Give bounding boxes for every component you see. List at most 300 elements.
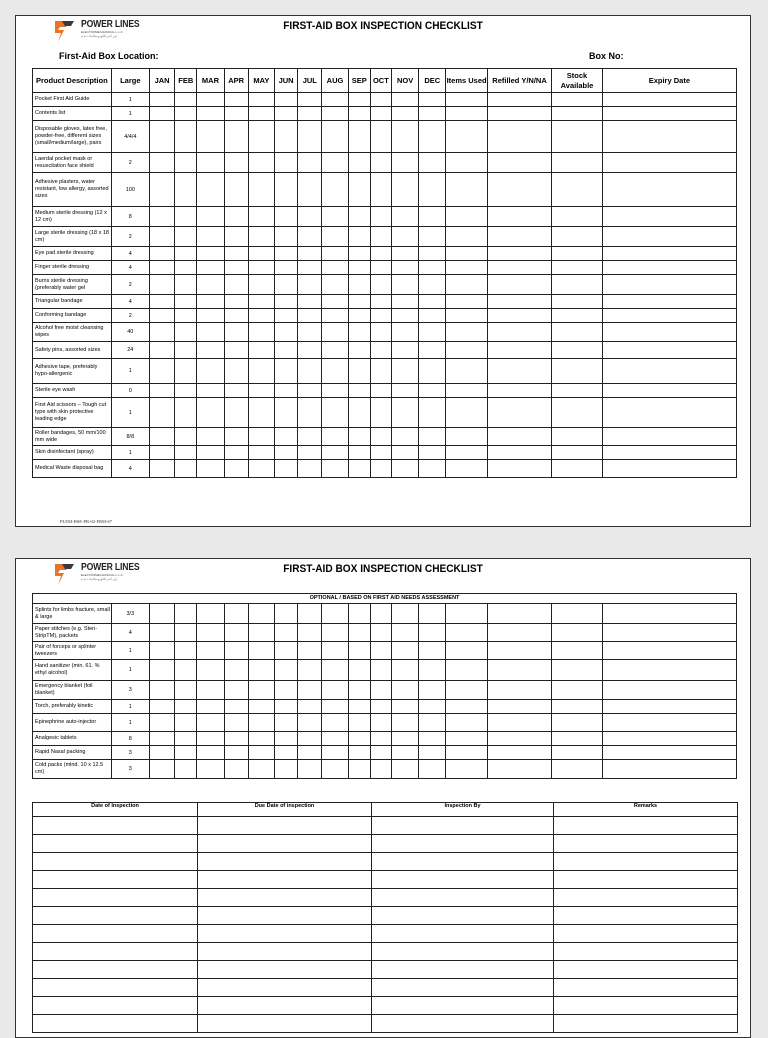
entry-cell[interactable]	[446, 428, 487, 446]
entry-cell[interactable]	[322, 342, 348, 359]
entry-cell[interactable]	[552, 342, 602, 359]
entry-cell[interactable]	[419, 398, 446, 428]
entry-cell[interactable]	[602, 173, 736, 207]
entry-cell[interactable]	[446, 660, 487, 681]
entry-cell[interactable]	[322, 93, 348, 107]
entry-cell[interactable]	[552, 107, 602, 121]
entry-cell[interactable]	[248, 460, 274, 478]
entry-cell[interactable]	[348, 107, 370, 121]
entry-cell[interactable]	[248, 660, 274, 681]
entry-cell[interactable]	[602, 642, 736, 660]
entry-cell[interactable]	[552, 460, 602, 478]
entry-cell[interactable]	[248, 121, 274, 153]
entry-cell[interactable]	[419, 359, 446, 384]
entry-cell[interactable]	[370, 359, 391, 384]
entry-cell[interactable]	[275, 173, 298, 207]
entry-cell[interactable]	[552, 714, 602, 732]
entry-cell[interactable]	[149, 760, 174, 779]
entry-cell[interactable]	[197, 732, 224, 746]
entry-cell[interactable]	[175, 760, 197, 779]
entry-cell[interactable]	[487, 342, 552, 359]
entry-cell[interactable]	[248, 604, 274, 624]
inspection-log-cell[interactable]	[198, 907, 372, 925]
entry-cell[interactable]	[322, 207, 348, 227]
entry-cell[interactable]	[298, 446, 322, 460]
inspection-log-cell[interactable]	[372, 943, 554, 961]
entry-cell[interactable]	[487, 700, 552, 714]
entry-cell[interactable]	[322, 107, 348, 121]
entry-cell[interactable]	[175, 173, 197, 207]
entry-cell[interactable]	[370, 604, 391, 624]
entry-cell[interactable]	[248, 173, 274, 207]
inspection-log-cell[interactable]	[554, 979, 738, 997]
entry-cell[interactable]	[275, 384, 298, 398]
entry-cell[interactable]	[149, 121, 174, 153]
entry-cell[interactable]	[175, 295, 197, 309]
entry-cell[interactable]	[149, 398, 174, 428]
entry-cell[interactable]	[348, 428, 370, 446]
inspection-log-cell[interactable]	[198, 817, 372, 835]
inspection-log-cell[interactable]	[33, 961, 198, 979]
entry-cell[interactable]	[322, 446, 348, 460]
entry-cell[interactable]	[552, 732, 602, 746]
entry-cell[interactable]	[149, 261, 174, 275]
entry-cell[interactable]	[419, 384, 446, 398]
inspection-log-cell[interactable]	[372, 997, 554, 1015]
entry-cell[interactable]	[552, 384, 602, 398]
entry-cell[interactable]	[419, 153, 446, 173]
entry-cell[interactable]	[602, 153, 736, 173]
entry-cell[interactable]	[149, 700, 174, 714]
inspection-log-cell[interactable]	[198, 979, 372, 997]
entry-cell[interactable]	[602, 342, 736, 359]
entry-cell[interactable]	[391, 359, 418, 384]
entry-cell[interactable]	[149, 746, 174, 760]
inspection-log-cell[interactable]	[198, 871, 372, 889]
entry-cell[interactable]	[322, 642, 348, 660]
entry-cell[interactable]	[298, 323, 322, 342]
entry-cell[interactable]	[322, 760, 348, 779]
entry-cell[interactable]	[419, 207, 446, 227]
entry-cell[interactable]	[446, 604, 487, 624]
entry-cell[interactable]	[487, 642, 552, 660]
entry-cell[interactable]	[419, 746, 446, 760]
entry-cell[interactable]	[274, 624, 297, 642]
entry-cell[interactable]	[419, 309, 446, 323]
entry-cell[interactable]	[348, 121, 370, 153]
entry-cell[interactable]	[248, 93, 274, 107]
inspection-log-cell[interactable]	[554, 943, 738, 961]
inspection-log-cell[interactable]	[33, 871, 198, 889]
entry-cell[interactable]	[149, 714, 174, 732]
entry-cell[interactable]	[370, 309, 391, 323]
inspection-log-cell[interactable]	[33, 853, 198, 871]
entry-cell[interactable]	[175, 275, 197, 295]
entry-cell[interactable]	[197, 428, 224, 446]
entry-cell[interactable]	[248, 261, 274, 275]
entry-cell[interactable]	[602, 227, 736, 247]
entry-cell[interactable]	[348, 309, 370, 323]
entry-cell[interactable]	[197, 173, 224, 207]
entry-cell[interactable]	[487, 732, 552, 746]
entry-cell[interactable]	[322, 700, 348, 714]
entry-cell[interactable]	[149, 446, 174, 460]
entry-cell[interactable]	[391, 107, 418, 121]
entry-cell[interactable]	[370, 323, 391, 342]
entry-cell[interactable]	[487, 295, 552, 309]
entry-cell[interactable]	[149, 604, 174, 624]
entry-cell[interactable]	[487, 121, 552, 153]
entry-cell[interactable]	[248, 323, 274, 342]
entry-cell[interactable]	[298, 153, 322, 173]
inspection-log-cell[interactable]	[198, 961, 372, 979]
entry-cell[interactable]	[197, 604, 224, 624]
entry-cell[interactable]	[419, 460, 446, 478]
entry-cell[interactable]	[224, 642, 248, 660]
entry-cell[interactable]	[419, 247, 446, 261]
entry-cell[interactable]	[149, 681, 174, 700]
entry-cell[interactable]	[552, 295, 602, 309]
entry-cell[interactable]	[322, 247, 348, 261]
entry-cell[interactable]	[602, 384, 736, 398]
inspection-log-cell[interactable]	[554, 817, 738, 835]
entry-cell[interactable]	[175, 732, 197, 746]
entry-cell[interactable]	[322, 173, 348, 207]
entry-cell[interactable]	[298, 746, 322, 760]
entry-cell[interactable]	[175, 323, 197, 342]
entry-cell[interactable]	[275, 121, 298, 153]
entry-cell[interactable]	[552, 604, 602, 624]
entry-cell[interactable]	[175, 398, 197, 428]
entry-cell[interactable]	[370, 714, 391, 732]
entry-cell[interactable]	[391, 295, 418, 309]
entry-cell[interactable]	[224, 107, 248, 121]
entry-cell[interactable]	[348, 295, 370, 309]
entry-cell[interactable]	[298, 207, 322, 227]
entry-cell[interactable]	[552, 121, 602, 153]
entry-cell[interactable]	[248, 714, 274, 732]
inspection-log-cell[interactable]	[372, 925, 554, 943]
inspection-log-cell[interactable]	[33, 907, 198, 925]
inspection-log-cell[interactable]	[554, 871, 738, 889]
entry-cell[interactable]	[391, 714, 418, 732]
entry-cell[interactable]	[602, 295, 736, 309]
entry-cell[interactable]	[298, 247, 322, 261]
entry-cell[interactable]	[248, 107, 274, 121]
inspection-log-cell[interactable]	[372, 817, 554, 835]
entry-cell[interactable]	[446, 732, 487, 746]
entry-cell[interactable]	[298, 261, 322, 275]
entry-cell[interactable]	[175, 359, 197, 384]
entry-cell[interactable]	[391, 746, 418, 760]
entry-cell[interactable]	[602, 323, 736, 342]
entry-cell[interactable]	[552, 760, 602, 779]
entry-cell[interactable]	[175, 121, 197, 153]
entry-cell[interactable]	[175, 446, 197, 460]
entry-cell[interactable]	[602, 714, 736, 732]
entry-cell[interactable]	[602, 681, 736, 700]
entry-cell[interactable]	[175, 681, 197, 700]
entry-cell[interactable]	[348, 398, 370, 428]
entry-cell[interactable]	[602, 428, 736, 446]
entry-cell[interactable]	[602, 760, 736, 779]
entry-cell[interactable]	[552, 309, 602, 323]
entry-cell[interactable]	[322, 398, 348, 428]
entry-cell[interactable]	[487, 446, 552, 460]
entry-cell[interactable]	[348, 700, 370, 714]
entry-cell[interactable]	[322, 261, 348, 275]
entry-cell[interactable]	[248, 275, 274, 295]
entry-cell[interactable]	[274, 604, 297, 624]
entry-cell[interactable]	[298, 732, 322, 746]
entry-cell[interactable]	[370, 295, 391, 309]
entry-cell[interactable]	[446, 173, 487, 207]
entry-cell[interactable]	[298, 714, 322, 732]
entry-cell[interactable]	[602, 604, 736, 624]
entry-cell[interactable]	[348, 714, 370, 732]
entry-cell[interactable]	[274, 714, 297, 732]
entry-cell[interactable]	[391, 323, 418, 342]
entry-cell[interactable]	[224, 295, 248, 309]
entry-cell[interactable]	[552, 153, 602, 173]
entry-cell[interactable]	[175, 107, 197, 121]
entry-cell[interactable]	[197, 207, 224, 227]
entry-cell[interactable]	[391, 760, 418, 779]
entry-cell[interactable]	[370, 275, 391, 295]
entry-cell[interactable]	[487, 323, 552, 342]
entry-cell[interactable]	[602, 700, 736, 714]
entry-cell[interactable]	[224, 746, 248, 760]
entry-cell[interactable]	[149, 624, 174, 642]
entry-cell[interactable]	[275, 359, 298, 384]
entry-cell[interactable]	[370, 107, 391, 121]
entry-cell[interactable]	[175, 460, 197, 478]
entry-cell[interactable]	[322, 121, 348, 153]
entry-cell[interactable]	[391, 660, 418, 681]
entry-cell[interactable]	[322, 732, 348, 746]
entry-cell[interactable]	[391, 173, 418, 207]
entry-cell[interactable]	[224, 359, 248, 384]
entry-cell[interactable]	[602, 107, 736, 121]
entry-cell[interactable]	[248, 384, 274, 398]
entry-cell[interactable]	[175, 384, 197, 398]
entry-cell[interactable]	[391, 642, 418, 660]
entry-cell[interactable]	[446, 681, 487, 700]
entry-cell[interactable]	[197, 660, 224, 681]
entry-cell[interactable]	[552, 681, 602, 700]
entry-cell[interactable]	[224, 446, 248, 460]
entry-cell[interactable]	[149, 153, 174, 173]
entry-cell[interactable]	[446, 93, 487, 107]
entry-cell[interactable]	[602, 247, 736, 261]
entry-cell[interactable]	[322, 384, 348, 398]
entry-cell[interactable]	[149, 642, 174, 660]
entry-cell[interactable]	[602, 398, 736, 428]
entry-cell[interactable]	[224, 681, 248, 700]
inspection-log-cell[interactable]	[198, 925, 372, 943]
entry-cell[interactable]	[274, 732, 297, 746]
entry-cell[interactable]	[275, 323, 298, 342]
entry-cell[interactable]	[348, 460, 370, 478]
entry-cell[interactable]	[552, 398, 602, 428]
entry-cell[interactable]	[149, 359, 174, 384]
entry-cell[interactable]	[275, 93, 298, 107]
entry-cell[interactable]	[197, 275, 224, 295]
entry-cell[interactable]	[446, 247, 487, 261]
entry-cell[interactable]	[348, 681, 370, 700]
entry-cell[interactable]	[446, 746, 487, 760]
entry-cell[interactable]	[370, 681, 391, 700]
entry-cell[interactable]	[224, 309, 248, 323]
entry-cell[interactable]	[446, 384, 487, 398]
entry-cell[interactable]	[197, 247, 224, 261]
entry-cell[interactable]	[391, 681, 418, 700]
entry-cell[interactable]	[391, 428, 418, 446]
entry-cell[interactable]	[487, 207, 552, 227]
entry-cell[interactable]	[348, 275, 370, 295]
inspection-log-cell[interactable]	[198, 835, 372, 853]
entry-cell[interactable]	[298, 173, 322, 207]
entry-cell[interactable]	[348, 323, 370, 342]
entry-cell[interactable]	[602, 746, 736, 760]
entry-cell[interactable]	[248, 700, 274, 714]
entry-cell[interactable]	[224, 604, 248, 624]
entry-cell[interactable]	[322, 624, 348, 642]
entry-cell[interactable]	[487, 660, 552, 681]
entry-cell[interactable]	[602, 261, 736, 275]
entry-cell[interactable]	[419, 107, 446, 121]
entry-cell[interactable]	[370, 746, 391, 760]
entry-cell[interactable]	[446, 309, 487, 323]
entry-cell[interactable]	[391, 261, 418, 275]
entry-cell[interactable]	[391, 460, 418, 478]
entry-cell[interactable]	[446, 227, 487, 247]
entry-cell[interactable]	[391, 398, 418, 428]
entry-cell[interactable]	[322, 227, 348, 247]
entry-cell[interactable]	[298, 275, 322, 295]
entry-cell[interactable]	[298, 93, 322, 107]
entry-cell[interactable]	[419, 700, 446, 714]
entry-cell[interactable]	[322, 660, 348, 681]
entry-cell[interactable]	[370, 173, 391, 207]
entry-cell[interactable]	[348, 261, 370, 275]
entry-cell[interactable]	[298, 121, 322, 153]
entry-cell[interactable]	[224, 153, 248, 173]
entry-cell[interactable]	[419, 760, 446, 779]
entry-cell[interactable]	[370, 460, 391, 478]
entry-cell[interactable]	[370, 227, 391, 247]
entry-cell[interactable]	[224, 121, 248, 153]
entry-cell[interactable]	[419, 93, 446, 107]
entry-cell[interactable]	[322, 275, 348, 295]
entry-cell[interactable]	[419, 342, 446, 359]
entry-cell[interactable]	[197, 681, 224, 700]
entry-cell[interactable]	[487, 460, 552, 478]
entry-cell[interactable]	[298, 384, 322, 398]
entry-cell[interactable]	[275, 261, 298, 275]
entry-cell[interactable]	[274, 660, 297, 681]
entry-cell[interactable]	[370, 384, 391, 398]
entry-cell[interactable]	[370, 446, 391, 460]
entry-cell[interactable]	[224, 384, 248, 398]
entry-cell[interactable]	[370, 261, 391, 275]
entry-cell[interactable]	[446, 153, 487, 173]
entry-cell[interactable]	[175, 714, 197, 732]
entry-cell[interactable]	[446, 460, 487, 478]
entry-cell[interactable]	[197, 153, 224, 173]
entry-cell[interactable]	[224, 732, 248, 746]
entry-cell[interactable]	[487, 624, 552, 642]
entry-cell[interactable]	[446, 107, 487, 121]
entry-cell[interactable]	[298, 107, 322, 121]
entry-cell[interactable]	[248, 309, 274, 323]
entry-cell[interactable]	[298, 428, 322, 446]
entry-cell[interactable]	[197, 295, 224, 309]
inspection-log-cell[interactable]	[372, 871, 554, 889]
entry-cell[interactable]	[224, 323, 248, 342]
entry-cell[interactable]	[298, 398, 322, 428]
entry-cell[interactable]	[224, 714, 248, 732]
entry-cell[interactable]	[322, 746, 348, 760]
entry-cell[interactable]	[446, 275, 487, 295]
inspection-log-cell[interactable]	[554, 925, 738, 943]
entry-cell[interactable]	[391, 384, 418, 398]
entry-cell[interactable]	[197, 342, 224, 359]
entry-cell[interactable]	[224, 342, 248, 359]
entry-cell[interactable]	[149, 309, 174, 323]
entry-cell[interactable]	[298, 660, 322, 681]
entry-cell[interactable]	[298, 460, 322, 478]
entry-cell[interactable]	[391, 207, 418, 227]
entry-cell[interactable]	[370, 732, 391, 746]
entry-cell[interactable]	[391, 732, 418, 746]
entry-cell[interactable]	[248, 398, 274, 428]
entry-cell[interactable]	[175, 642, 197, 660]
inspection-log-cell[interactable]	[33, 943, 198, 961]
entry-cell[interactable]	[224, 760, 248, 779]
entry-cell[interactable]	[552, 642, 602, 660]
entry-cell[interactable]	[248, 428, 274, 446]
entry-cell[interactable]	[487, 384, 552, 398]
entry-cell[interactable]	[487, 107, 552, 121]
entry-cell[interactable]	[370, 700, 391, 714]
inspection-log-cell[interactable]	[372, 979, 554, 997]
entry-cell[interactable]	[197, 107, 224, 121]
entry-cell[interactable]	[248, 153, 274, 173]
entry-cell[interactable]	[149, 732, 174, 746]
entry-cell[interactable]	[149, 93, 174, 107]
entry-cell[interactable]	[391, 121, 418, 153]
entry-cell[interactable]	[175, 309, 197, 323]
entry-cell[interactable]	[602, 460, 736, 478]
entry-cell[interactable]	[298, 760, 322, 779]
entry-cell[interactable]	[298, 227, 322, 247]
entry-cell[interactable]	[348, 153, 370, 173]
entry-cell[interactable]	[322, 428, 348, 446]
entry-cell[interactable]	[391, 700, 418, 714]
entry-cell[interactable]	[274, 681, 297, 700]
entry-cell[interactable]	[552, 359, 602, 384]
entry-cell[interactable]	[370, 121, 391, 153]
inspection-log-cell[interactable]	[554, 889, 738, 907]
entry-cell[interactable]	[175, 604, 197, 624]
entry-cell[interactable]	[370, 153, 391, 173]
entry-cell[interactable]	[298, 624, 322, 642]
entry-cell[interactable]	[149, 323, 174, 342]
entry-cell[interactable]	[275, 295, 298, 309]
entry-cell[interactable]	[370, 660, 391, 681]
inspection-log-cell[interactable]	[554, 961, 738, 979]
